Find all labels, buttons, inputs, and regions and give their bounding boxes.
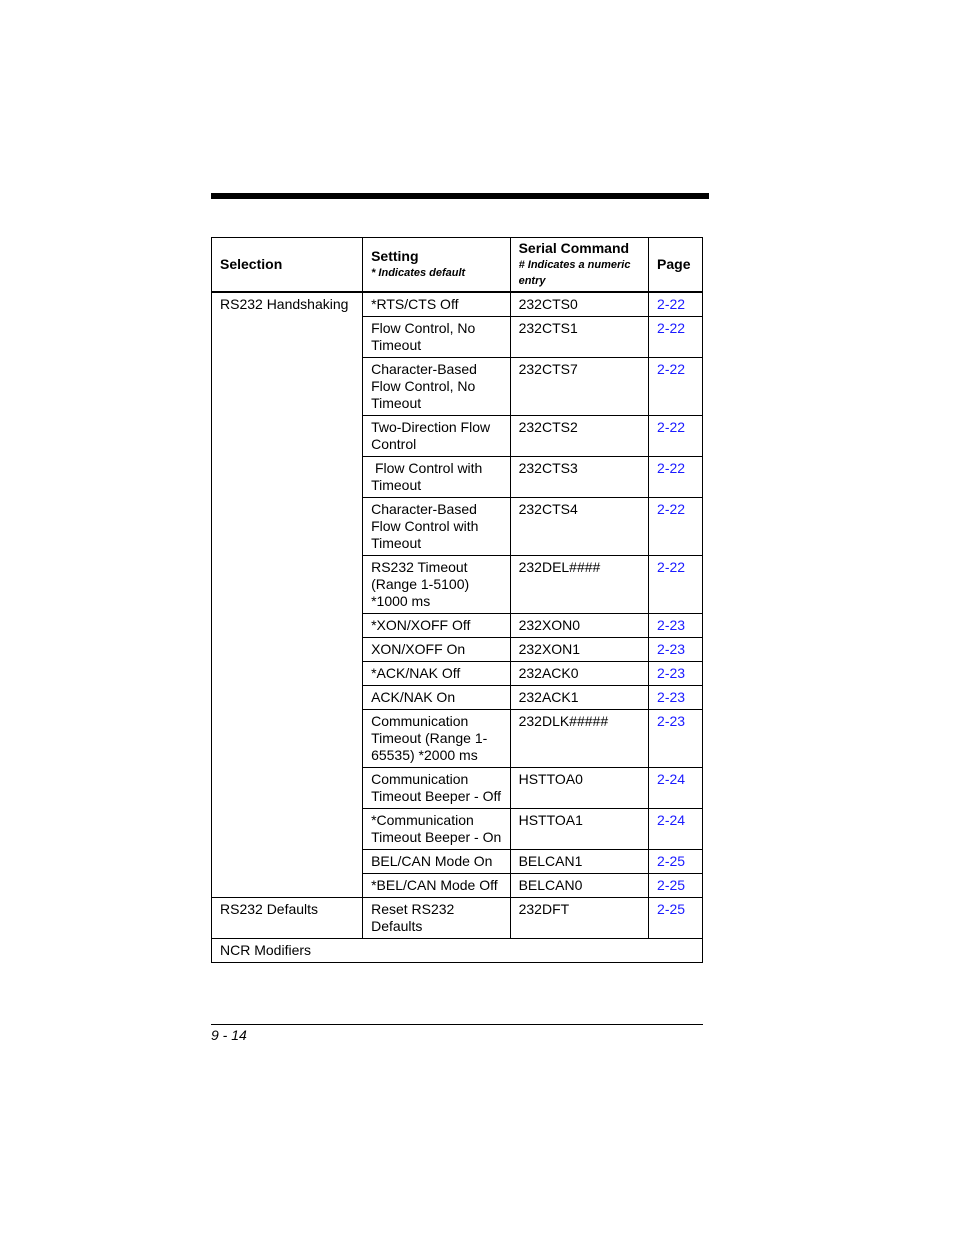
setting-cell: RS232 Timeout (Range 1-5100) *1000 ms: [363, 556, 511, 614]
setting-cell: Flow Control with Timeout: [363, 457, 511, 498]
header-setting-note: * Indicates default: [371, 267, 466, 279]
command-cell: 232XON1: [510, 638, 648, 662]
setting-cell: Communication Timeout Beeper - Off: [363, 768, 511, 809]
page-link[interactable]: 2-22: [657, 501, 686, 517]
footer-rule: [211, 1024, 703, 1025]
header-serial-note: # Indicates a numeric entry: [518, 259, 631, 287]
setting-cell: ACK/NAK On: [363, 686, 511, 710]
section-label: NCR Modifiers: [212, 939, 703, 963]
page-link-cell: [649, 293, 703, 317]
page-link[interactable]: 2-23: [657, 689, 686, 705]
command-cell: 232CTS1: [510, 317, 648, 358]
footer-page-number: 9 - 14: [211, 1027, 247, 1043]
setting-cell: BEL/CAN Mode On: [363, 850, 511, 874]
command-cell: 232ACK1: [510, 686, 648, 710]
page-link[interactable]: 2-25: [657, 901, 686, 917]
setting-cell: *XON/XOFF Off: [363, 614, 511, 638]
table-header-row: [212, 238, 703, 292]
page-link[interactable]: 2-22: [657, 419, 686, 435]
setting-cell: Communication Timeout (Range 1-65535) *2000 ms: [363, 710, 511, 768]
setting-cell: *ACK/NAK Off: [363, 662, 511, 686]
setting-cell: Character-Based Flow Control, No Timeout: [363, 358, 511, 416]
page-link[interactable]: 2-24: [657, 812, 686, 828]
page-link-cell: [649, 317, 703, 358]
setting-cell: *Communication Timeout Beeper - On: [363, 809, 511, 850]
table-row: [212, 898, 703, 939]
header-page: Page: [649, 238, 703, 292]
page-link-cell: [649, 358, 703, 416]
command-cell: 232CTS4: [510, 498, 648, 556]
command-cell: 232CTS3: [510, 457, 648, 498]
page-link-cell: [649, 768, 703, 809]
page-link-cell: [649, 457, 703, 498]
table-body: [212, 292, 703, 963]
table-row: [212, 293, 703, 317]
setting-cell: Flow Control, No Timeout: [363, 317, 511, 358]
page-link[interactable]: 2-23: [657, 641, 686, 657]
command-cell: 232DEL####: [510, 556, 648, 614]
page-link-cell: [649, 416, 703, 457]
setting-cell: Reset RS232 Defaults: [363, 898, 511, 939]
page-link[interactable]: 2-25: [657, 877, 686, 893]
page-link[interactable]: 2-25: [657, 853, 686, 869]
page-link[interactable]: 2-23: [657, 665, 686, 681]
command-cell: HSTTOA0: [510, 768, 648, 809]
page-link[interactable]: 2-24: [657, 771, 686, 787]
command-cell: 232CTS0: [510, 293, 648, 317]
page-link-cell: [649, 809, 703, 850]
page-link-cell: [649, 662, 703, 686]
command-cell: BELCAN1: [510, 850, 648, 874]
selection-cell: RS232 Defaults: [212, 898, 363, 939]
page-link-cell: [649, 686, 703, 710]
page-link[interactable]: 2-22: [657, 460, 686, 476]
serial-command-table: [211, 237, 703, 963]
header-serial-command: Serial Command # Indicates a numeric entry: [510, 238, 648, 292]
page-link[interactable]: 2-23: [657, 713, 686, 729]
page-link[interactable]: 2-23: [657, 617, 686, 633]
command-cell: BELCAN0: [510, 874, 648, 898]
page-link-cell: [649, 614, 703, 638]
setting-cell: XON/XOFF On: [363, 638, 511, 662]
command-cell: 232DFT: [510, 898, 648, 939]
page-link-cell: [649, 898, 703, 939]
page-link-cell: [649, 498, 703, 556]
setting-cell: *BEL/CAN Mode Off: [363, 874, 511, 898]
page-link[interactable]: 2-22: [657, 296, 686, 312]
command-cell: 232XON0: [510, 614, 648, 638]
page-link-cell: [649, 638, 703, 662]
section-row: [212, 939, 703, 963]
page-link-cell: [649, 710, 703, 768]
command-cell: 232DLK#####: [510, 710, 648, 768]
command-cell: 232CTS7: [510, 358, 648, 416]
top-rule: [211, 193, 709, 199]
setting-cell: Character-Based Flow Control with Timeout: [363, 498, 511, 556]
header-setting: Setting * Indicates default: [363, 238, 511, 292]
page-link-cell: [649, 556, 703, 614]
command-cell: HSTTOA1: [510, 809, 648, 850]
page-link-cell: [649, 874, 703, 898]
page-link[interactable]: 2-22: [657, 559, 686, 575]
page-link[interactable]: 2-22: [657, 361, 686, 377]
setting-cell: Two-Direction Flow Control: [363, 416, 511, 457]
page-link-cell: [649, 850, 703, 874]
header-selection: Selection: [212, 238, 363, 292]
page-link[interactable]: 2-22: [657, 320, 686, 336]
selection-cell: RS232 Handshaking: [212, 293, 363, 898]
setting-cell: *RTS/CTS Off: [363, 293, 511, 317]
command-cell: 232ACK0: [510, 662, 648, 686]
command-cell: 232CTS2: [510, 416, 648, 457]
